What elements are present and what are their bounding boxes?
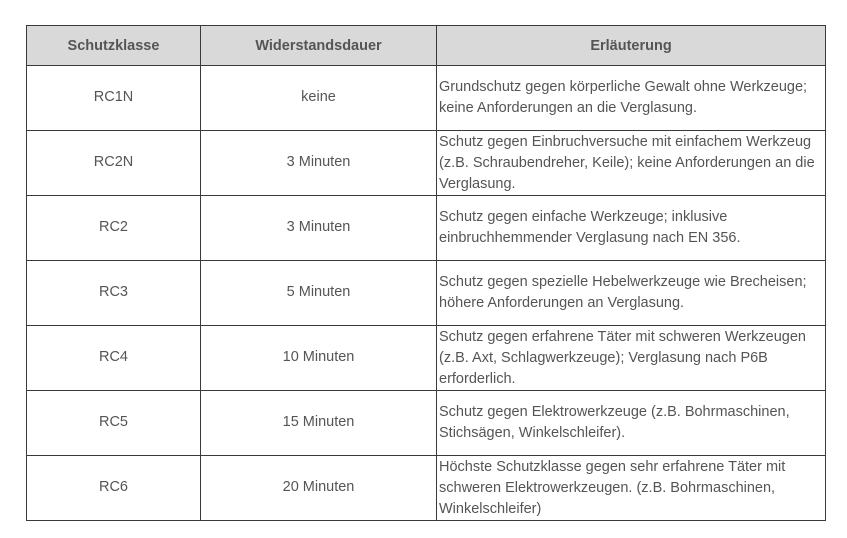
cell-widerstandsdauer: 3 Minuten	[201, 196, 437, 261]
cell-schutzklasse: RC2N	[27, 131, 201, 196]
cell-widerstandsdauer: 10 Minuten	[201, 326, 437, 391]
cell-schutzklasse: RC3	[27, 261, 201, 326]
cell-widerstandsdauer: 3 Minuten	[201, 131, 437, 196]
cell-erlaeuterung: Schutz gegen einfache Werkzeuge; inklusive einbruchhemmender Verglasung nach EN 356.	[437, 196, 826, 261]
cell-schutzklasse: RC2	[27, 196, 201, 261]
cell-schutzklasse: RC4	[27, 326, 201, 391]
resistance-class-table	[26, 25, 826, 521]
table-header-row	[27, 26, 826, 66]
table-row	[27, 391, 826, 456]
cell-schutzklasse: RC1N	[27, 66, 201, 131]
cell-erlaeuterung: Schutz gegen Elektrowerkzeuge (z.B. Bohrmaschinen, Stichsägen, Winkelschleifer).	[437, 391, 826, 456]
cell-erlaeuterung: Schutz gegen Einbruchversuche mit einfachem Werkzeug (z.B. Schraubendreher, Keile); keine Anforderungen an die Verglasung.	[437, 131, 826, 196]
table-row	[27, 261, 826, 326]
table-row	[27, 326, 826, 391]
header-widerstandsdauer: Widerstandsdauer	[201, 26, 437, 66]
table-row	[27, 131, 826, 196]
cell-erlaeuterung: Höchste Schutzklasse gegen sehr erfahrene Täter mit schweren Elektrowerkzeugen. (z.B. Bohrmaschinen, Winkelschleifer)	[437, 456, 826, 521]
table-row	[27, 196, 826, 261]
cell-erlaeuterung: Grundschutz gegen körperliche Gewalt ohne Werkzeuge; keine Anforderungen an die Verglasung.	[437, 66, 826, 131]
cell-schutzklasse: RC5	[27, 391, 201, 456]
table-row	[27, 456, 826, 521]
cell-widerstandsdauer: keine	[201, 66, 437, 131]
cell-widerstandsdauer: 5 Minuten	[201, 261, 437, 326]
table-row	[27, 66, 826, 131]
header-erlaeuterung: Erläuterung	[437, 26, 826, 66]
cell-widerstandsdauer: 15 Minuten	[201, 391, 437, 456]
cell-erlaeuterung: Schutz gegen erfahrene Täter mit schweren Werkzeugen (z.B. Axt, Schlagwerkzeuge); Verglasung nach P6B erforderlich.	[437, 326, 826, 391]
cell-widerstandsdauer: 20 Minuten	[201, 456, 437, 521]
cell-erlaeuterung: Schutz gegen spezielle Hebelwerkzeuge wie Brecheisen; höhere Anforderungen an Verglasung.	[437, 261, 826, 326]
header-schutzklasse: Schutzklasse	[27, 26, 201, 66]
cell-schutzklasse: RC6	[27, 456, 201, 521]
